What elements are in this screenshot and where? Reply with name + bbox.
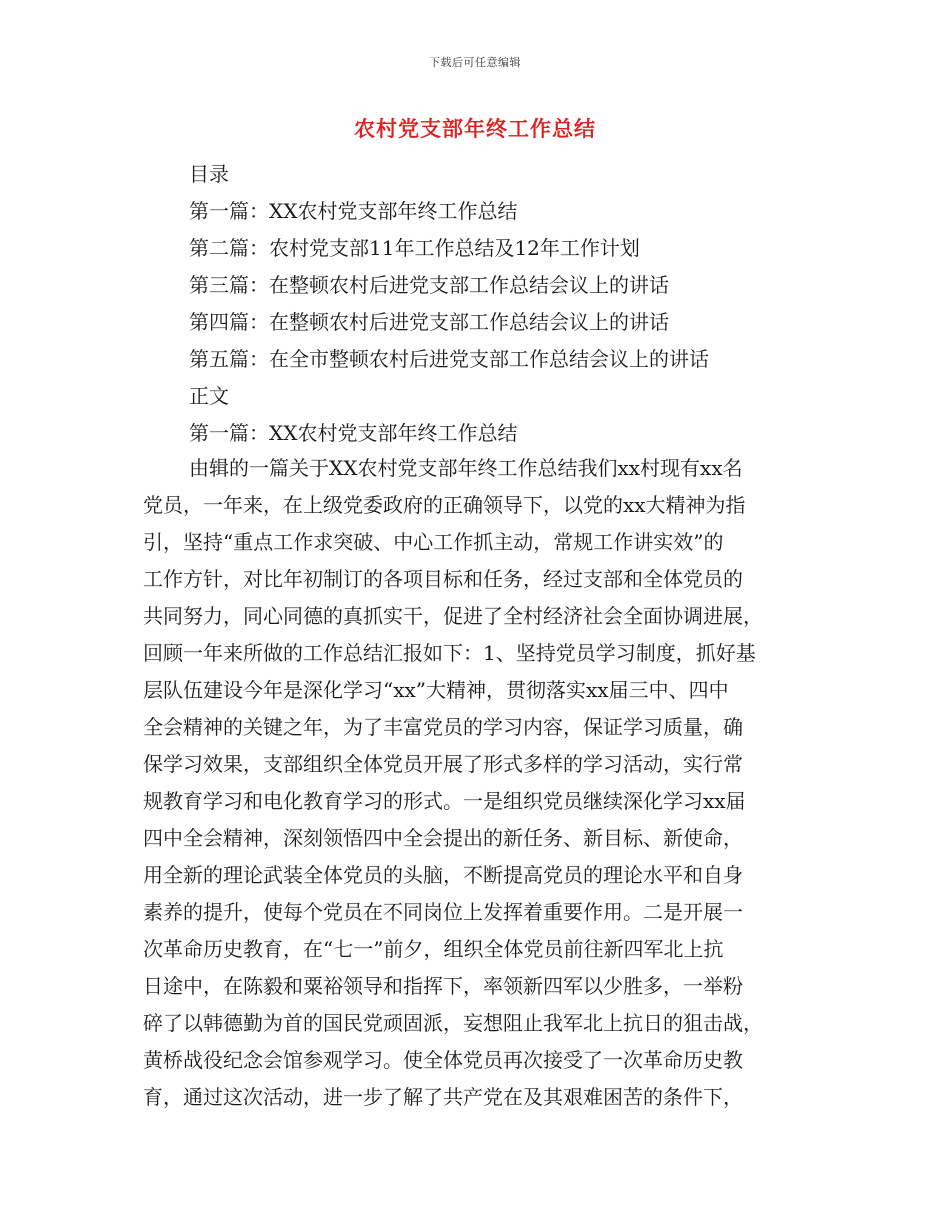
paragraph-line: 黄桥战役纪念会馆参观学习。使全体党员再次接受了一次革命历史教 <box>143 1048 743 1072</box>
header-note: 下载后可任意编辑 <box>429 56 521 69</box>
toc-item: 第三篇：在整顿农村后进党支部工作总结会议上的讲话 <box>189 273 669 297</box>
table-of-contents <box>189 156 829 452</box>
toc-item: 第一篇：XX农村党支部年终工作总结 <box>189 199 518 223</box>
paragraph-line: 党员，一年来，在上级党委政府的正确领导下，以党的xx大精神为指 <box>143 493 746 517</box>
body-heading: 正文 <box>189 384 229 408</box>
paragraph-line: 育，通过这次活动，进一步了解了共产党在及其艰难困苦的条件下， <box>143 1085 743 1109</box>
toc-item: 第四篇：在整顿农村后进党支部工作总结会议上的讲话 <box>189 310 669 334</box>
toc-item: 第五篇：在全市整顿农村后进党支部工作总结会议上的讲话 <box>189 347 709 371</box>
paragraph-line: 全会精神的关键之年，为了丰富党员的学习内容，保证学习质量，确 <box>143 715 743 739</box>
paragraph-line: 日途中，在陈毅和粟裕领导和指挥下，率领新四军以少胜多，一举粉 <box>143 974 743 998</box>
body-paragraph <box>143 450 809 1116</box>
paragraph-line: 引，坚持“重点工作求突破、中心工作抓主动，常规工作讲实效”的 <box>143 530 724 554</box>
paragraph-line: 规教育学习和电化教育学习的形式。一是组织党员继续深化学习xx届 <box>143 789 746 813</box>
paragraph-line: 碎了以韩德勤为首的国民党顽固派，妄想阻止我军北上抗日的狙击战， <box>143 1011 763 1035</box>
paragraph-line: 用全新的理论武装全体党员的头脑，不断提高党员的理论水平和自身 <box>143 863 743 887</box>
paragraph-line: 次革命历史教育，在“七一”前夕，组织全体党员前往新四军北上抗 <box>143 937 724 961</box>
document-title: 农村党支部年终工作总结 <box>354 116 596 141</box>
paragraph-line: 保学习效果，支部组织全体党员开展了形式多样的学习活动，实行常 <box>143 752 743 776</box>
paragraph-line: 素养的提升，使每个党员在不同岗位上发挥着重要作用。二是开展一 <box>143 900 743 924</box>
toc-item: 第二篇：农村党支部11年工作总结及12年工作计划 <box>189 236 640 260</box>
paragraph-line: 回顾一年来所做的工作总结汇报如下：1、坚持党员学习制度，抓好基 <box>143 641 756 665</box>
paragraph-line: 层队伍建设今年是深化学习“xx”大精神，贯彻落实xx届三中、四中 <box>143 678 729 702</box>
toc-heading: 目录 <box>189 162 229 186</box>
paragraph-line: 由辑的一篇关于XX农村党支部年终工作总结我们xx村现有xx名 <box>189 456 743 480</box>
section-title: 第一篇：XX农村党支部年终工作总结 <box>189 421 518 445</box>
paragraph-line: 四中全会精神，深刻领悟四中全会提出的新任务、新目标、新使命， <box>143 826 743 850</box>
paragraph-line: 共同努力，同心同德的真抓实干，促进了全村经济社会全面协调进展， <box>143 604 763 628</box>
paragraph-line: 工作方针，对比年初制订的各项目标和任务，经过支部和全体党员的 <box>143 567 743 591</box>
